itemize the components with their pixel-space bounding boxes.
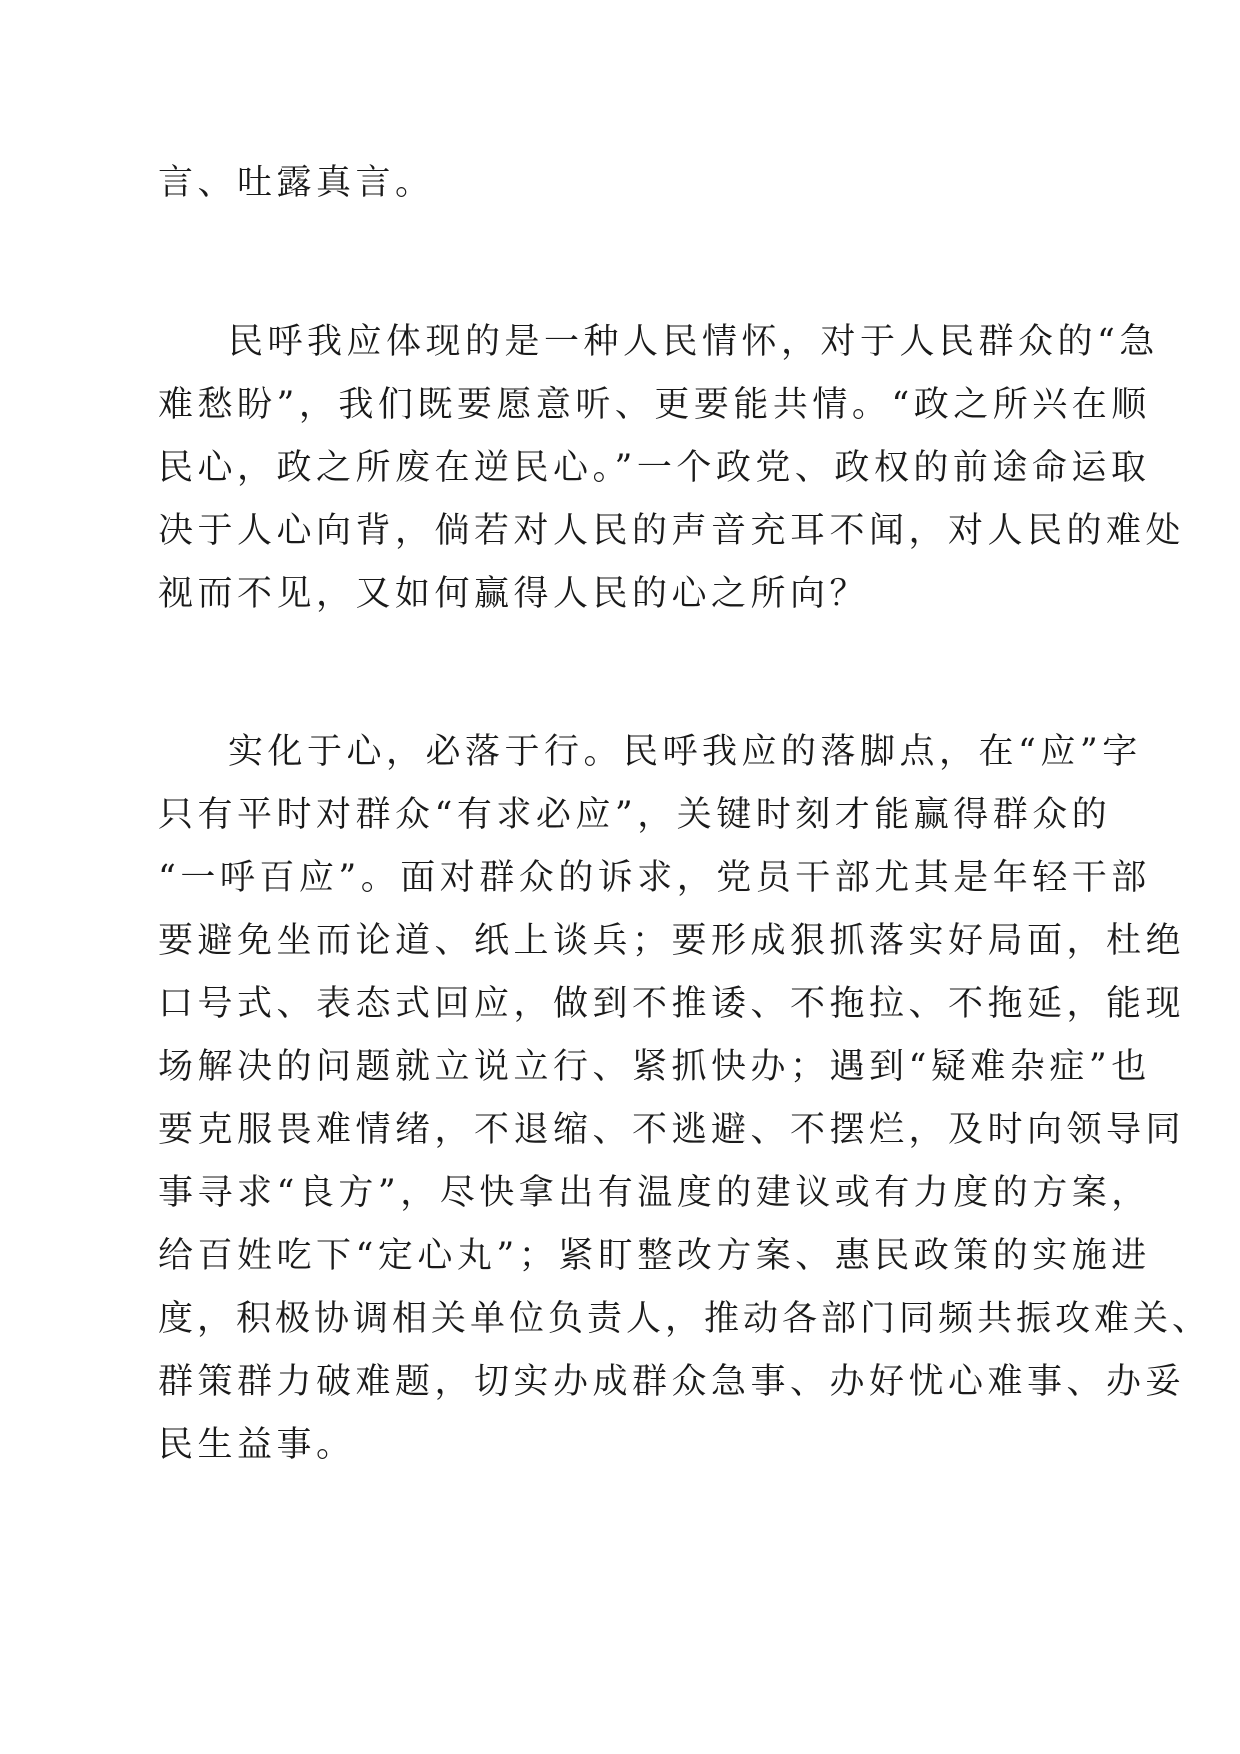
- paragraph-line: 群策群力破难题，切实办成群众急事、办好忧心难事、办妥: [158, 1362, 1186, 1402]
- paragraph-line: 民心，政之所废在逆民心。”一个政党、政权的前途命运取: [158, 448, 1151, 488]
- paragraph-line: 度，积极协调相关单位负责人，推动各部门同频共振攻难关、: [158, 1299, 1212, 1339]
- paragraph-line: 给百姓吃下“定心丸”；紧盯整改方案、惠民政策的实施进: [158, 1236, 1151, 1276]
- paragraph-line: 决于人心向背，倘若对人民的声音充耳不闻，对人民的难处: [158, 511, 1186, 551]
- paragraph-line: 难愁盼”，我们既要愿意听、更要能共情。“政之所兴在顺: [158, 385, 1151, 425]
- paragraph-line: 要避免坐而论道、纸上谈兵；要形成狠抓落实好局面，杜绝: [158, 921, 1186, 961]
- paragraph-first-line: 实化于心，必落于行。民呼我应的落脚点，在“应”字: [228, 732, 1142, 772]
- paragraph-line: 只有平时对群众“有求必应”，关键时刻才能赢得群众的: [158, 795, 1112, 835]
- paragraph-line: 口号式、表态式回应，做到不推诿、不拖拉、不拖延，能现: [158, 984, 1186, 1024]
- paragraph-line: 言、吐露真言。: [158, 163, 435, 203]
- paragraph-first-line: 民呼我应体现的是一种人民情怀，对于人民群众的“急: [228, 322, 1159, 362]
- paragraph-line: 民生益事。: [158, 1425, 356, 1465]
- paragraph-line: 场解决的问题就立说立行、紧抓快办；遇到“疑难杂症”也: [158, 1047, 1151, 1087]
- paragraph-line: 视而不见，又如何赢得人民的心之所向？: [158, 574, 870, 614]
- paragraph-line: “一呼百应”。面对群众的诉求，党员干部尤其是年轻干部: [158, 858, 1151, 898]
- paragraph-line: 要克服畏难情绪，不退缩、不逃避、不摆烂，及时向领导同: [158, 1110, 1186, 1150]
- paragraph-line: 事寻求“良方”，尽快拿出有温度的建议或有力度的方案，: [158, 1173, 1151, 1213]
